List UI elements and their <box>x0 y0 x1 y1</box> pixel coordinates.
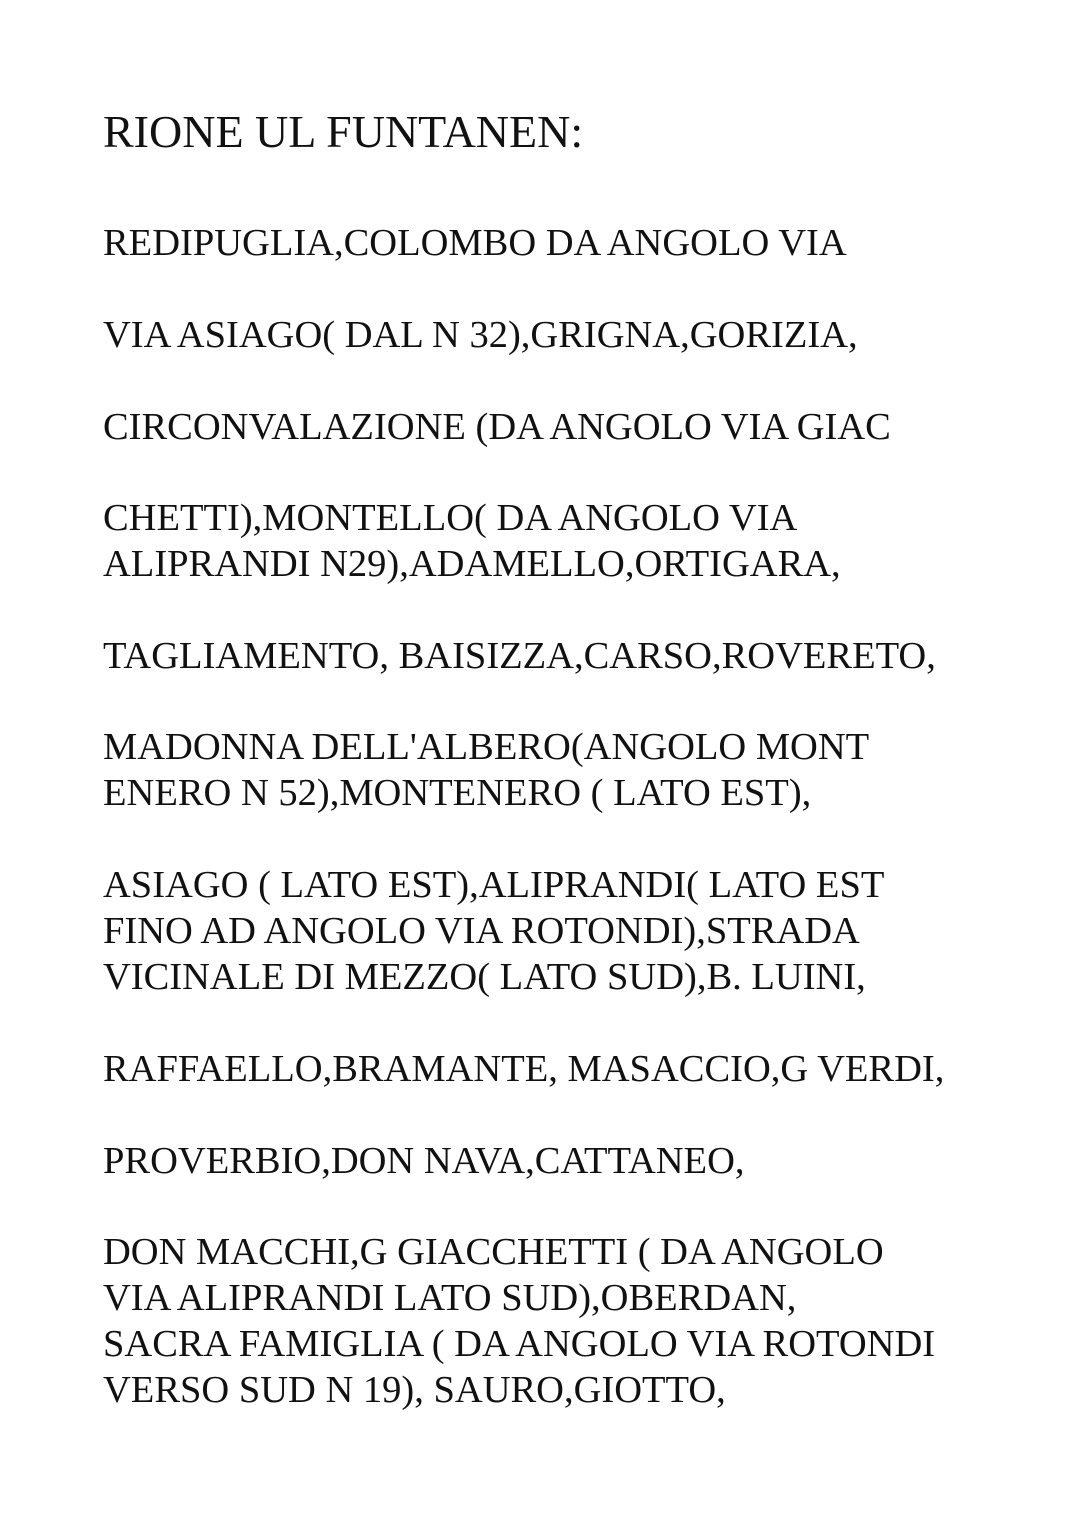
street-paragraph-1 <box>103 220 847 266</box>
text-line: CIRCONVALAZIONE (DA ANGOLO VIA GIAC <box>103 406 891 448</box>
text-line: VIA ASIAGO( DAL N 32),GRIGNA,GORIZIA, <box>103 314 858 356</box>
street-paragraph-2 <box>103 312 858 358</box>
street-paragraph-8 <box>103 1046 944 1092</box>
text-line: TAGLIAMENTO, BAISIZZA,CARSO,ROVERETO, <box>103 635 936 677</box>
text-line: ENERO N 52),MONTENERO ( LATO EST), <box>103 772 812 814</box>
street-paragraph-4 <box>103 495 841 587</box>
text-line: SACRA FAMIGLIA ( DA ANGOLO VIA ROTONDI <box>103 1323 936 1365</box>
street-paragraph-5 <box>103 633 936 679</box>
text-line: RAFFAELLO,BRAMANTE, MASACCIO,G VERDI, <box>103 1048 945 1090</box>
street-paragraph-6 <box>103 724 869 816</box>
text-line: VERSO SUD N 19), SAURO,GIOTTO, <box>103 1369 726 1411</box>
text-line: VIA ALIPRANDI LATO SUD),OBERDAN, <box>103 1277 797 1319</box>
street-paragraph-9 <box>103 1138 745 1184</box>
text-line: ASIAGO ( LATO EST),ALIPRANDI( LATO EST <box>103 864 885 906</box>
text-line: CHETTI),MONTELLO( DA ANGOLO VIA <box>103 497 798 539</box>
text-line: MADONNA DELL'ALBERO(ANGOLO MONT <box>103 726 870 768</box>
street-paragraph-7 <box>103 862 884 1000</box>
text-line: DON MACCHI,G GIACCHETTI ( DA ANGOLO <box>103 1231 884 1273</box>
text-line: REDIPUGLIA,COLOMBO DA ANGOLO VIA <box>103 222 847 264</box>
text-line: FINO AD ANGOLO VIA ROTONDI),STRADA <box>103 910 860 952</box>
text-line: PROVERBIO,DON NAVA,CATTANEO, <box>103 1140 745 1182</box>
street-paragraph-10 <box>103 1229 935 1413</box>
document-title: RIONE UL FUNTANEN: <box>103 106 584 157</box>
text-line: VICINALE DI MEZZO( LATO SUD),B. LUINI, <box>103 956 866 998</box>
text-line: ALIPRANDI N29),ADAMELLO,ORTIGARA, <box>103 543 841 585</box>
street-paragraph-3 <box>103 404 891 450</box>
